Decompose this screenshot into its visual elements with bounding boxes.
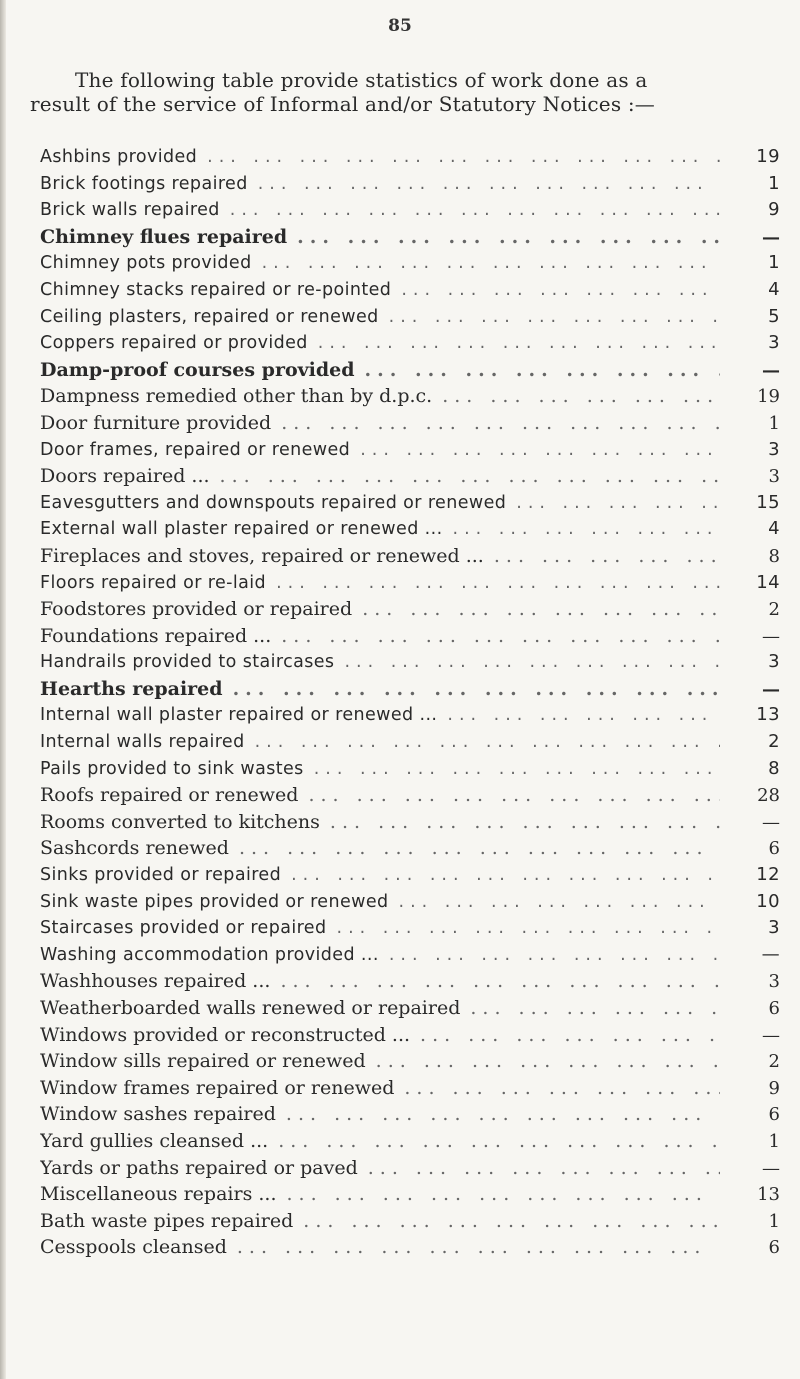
item-label: Door frames, repaired or renewed xyxy=(40,439,351,460)
item-label: Chimney flues repaired xyxy=(40,225,288,248)
leader-dots xyxy=(484,545,720,567)
item-value: 4 xyxy=(768,518,780,540)
item-value: 19 xyxy=(757,386,780,408)
item-value: 3 xyxy=(768,971,780,993)
item-value: 10 xyxy=(756,890,780,912)
item-value: — xyxy=(762,678,780,700)
leader-dots xyxy=(304,759,720,779)
item-label: Coppers repaired or provided xyxy=(40,333,308,354)
item-value: 1 xyxy=(768,172,780,194)
leader-dots xyxy=(355,359,720,381)
item-value: 28 xyxy=(757,785,780,807)
item-label: Door furniture provided xyxy=(40,411,272,434)
item-value: 2 xyxy=(768,731,780,753)
item-value: 6 xyxy=(768,1237,780,1259)
list-item xyxy=(40,758,780,785)
list-item xyxy=(40,891,780,918)
leader-dots xyxy=(394,1077,720,1099)
item-value: 1 xyxy=(768,412,780,434)
item-label: Sinks provided or repaired xyxy=(40,865,282,886)
leader-dots xyxy=(268,1130,720,1152)
item-value: 3 xyxy=(768,651,780,673)
item-label: Sashcords renewed xyxy=(40,837,229,860)
item-label: Chimney pots provided xyxy=(40,253,252,274)
leader-dots xyxy=(437,705,720,725)
leader-dots xyxy=(320,811,720,833)
item-value: 13 xyxy=(757,1184,780,1206)
item-value: 2 xyxy=(768,599,780,621)
item-label: Foundations repaired ... xyxy=(40,624,272,647)
list-item xyxy=(40,1103,780,1130)
list-item xyxy=(40,1157,780,1184)
item-value: 1 xyxy=(768,1210,780,1232)
item-value: 15 xyxy=(756,491,780,513)
leader-dots xyxy=(352,598,720,620)
item-label: Pails provided to sink wastes xyxy=(40,758,304,779)
leader-dots xyxy=(266,573,720,593)
leader-dots xyxy=(223,678,720,700)
list-item xyxy=(40,1210,780,1237)
leader-dots xyxy=(327,918,721,938)
leader-dots xyxy=(432,385,720,407)
item-label: Yard gullies cleansed ... xyxy=(40,1129,269,1152)
item-label: Weatherboarded walls renewed or repaired xyxy=(40,997,461,1019)
item-value: 8 xyxy=(768,545,780,567)
list-item xyxy=(40,332,780,359)
item-value: 6 xyxy=(768,838,780,860)
item-label: Internal wall plaster repaired or renewed ... xyxy=(40,705,438,726)
list-item xyxy=(40,465,780,492)
item-value: — xyxy=(762,625,780,647)
item-value: 6 xyxy=(768,998,780,1019)
list-item xyxy=(40,625,780,652)
item-label: Ashbins provided xyxy=(40,147,198,167)
list-item xyxy=(40,1077,780,1104)
leader-dots xyxy=(287,226,720,248)
leader-dots xyxy=(227,1236,720,1258)
leader-dots xyxy=(220,200,720,220)
list-item xyxy=(40,199,780,226)
item-label: Yards or paths repaired or paved xyxy=(40,1156,358,1179)
item-value: — xyxy=(762,359,780,381)
item-value: — xyxy=(761,943,780,965)
page-edge-shadow xyxy=(0,0,6,1379)
item-value: 3 xyxy=(768,917,780,939)
item-value: 14 xyxy=(756,571,780,593)
list-item xyxy=(40,651,780,678)
list-item xyxy=(40,146,780,173)
list-item xyxy=(40,1236,780,1263)
item-label: Internal walls repaired xyxy=(40,732,245,753)
list-item xyxy=(40,598,780,625)
leader-dots xyxy=(271,625,720,647)
list-item xyxy=(40,492,780,519)
item-label: Cesspools cleansed xyxy=(40,1236,227,1259)
item-label: Miscellaneous repairs ... xyxy=(40,1183,277,1206)
item-label: External wall plaster repaired or renewed ... xyxy=(40,519,443,540)
list-item xyxy=(40,518,780,545)
leader-dots xyxy=(252,253,720,273)
list-item xyxy=(40,917,780,944)
list-item xyxy=(40,545,780,572)
list-item xyxy=(40,572,780,599)
leader-dots xyxy=(379,945,720,965)
leader-dots xyxy=(248,174,720,194)
leader-dots xyxy=(410,1024,720,1046)
leader-dots xyxy=(358,1157,720,1179)
leader-dots xyxy=(293,1210,720,1232)
intro-line-1: The following table provide statistics of work done as a xyxy=(75,68,648,92)
list-item xyxy=(40,359,780,386)
leader-dots xyxy=(443,519,720,539)
item-label: Foodstores provided or repaired xyxy=(40,598,353,621)
item-label: Doors repaired ... xyxy=(40,465,210,488)
item-value: 3 xyxy=(768,438,780,460)
item-value: — xyxy=(762,1157,780,1179)
list-item xyxy=(40,970,780,997)
leader-dots xyxy=(270,970,720,992)
item-label: Floors repaired or re-laid xyxy=(40,572,267,593)
item-value: 1 xyxy=(768,252,780,274)
item-value: — xyxy=(762,226,780,248)
leader-dots xyxy=(197,147,720,167)
leader-dots xyxy=(245,732,720,752)
item-value: 8 xyxy=(768,757,780,779)
leader-dots xyxy=(391,280,720,300)
list-item xyxy=(40,731,780,758)
list-item xyxy=(40,678,780,705)
leader-dots xyxy=(276,1183,720,1205)
item-value: 19 xyxy=(756,146,780,167)
list-item xyxy=(40,1050,780,1077)
item-label: Bath waste pipes repaired xyxy=(40,1209,294,1232)
page-number: 85 xyxy=(388,16,412,36)
leader-dots xyxy=(334,652,720,672)
intro-line-2: result of the service of Informal and/or Statutory Notices :— xyxy=(30,92,655,116)
item-label: Ceiling plasters, repaired or renewed xyxy=(40,306,379,327)
item-value: 6 xyxy=(768,1104,780,1126)
item-value: — xyxy=(762,811,780,833)
item-label: Brick footings repaired xyxy=(40,173,248,194)
item-label: Staircases provided or repaired xyxy=(40,918,327,939)
list-item xyxy=(40,997,780,1024)
list-item xyxy=(40,704,780,731)
item-label: Rooms converted to kitchens xyxy=(40,810,320,833)
list-item xyxy=(40,306,780,333)
item-value: 1 xyxy=(768,1130,780,1152)
list-item xyxy=(40,1024,780,1051)
work-done-list xyxy=(40,146,780,1263)
item-label: Window sashes repaired xyxy=(40,1103,276,1126)
item-value: 4 xyxy=(768,278,780,300)
item-label: Handrails provided to staircases xyxy=(40,652,335,673)
item-value: 12 xyxy=(756,864,780,886)
item-label: Dampness remedied other than by d.p.c. xyxy=(40,385,433,408)
item-label: Windows provided or reconstructed ... xyxy=(40,1023,411,1046)
leader-dots xyxy=(308,333,720,353)
list-item xyxy=(40,837,780,864)
item-label: Fireplaces and stoves, repaired or renewed ... xyxy=(40,544,484,567)
intro-paragraph xyxy=(30,68,760,116)
item-label: Washhouses repaired ... xyxy=(40,970,271,993)
list-item xyxy=(40,226,780,253)
item-label: Chimney stacks repaired or re-pointed xyxy=(40,279,392,300)
list-item xyxy=(40,944,780,971)
item-label: Washing accommodation provided ... xyxy=(40,944,379,965)
item-label: Window sills repaired or renewed xyxy=(40,1050,366,1073)
leader-dots xyxy=(379,307,720,327)
list-item xyxy=(40,439,780,466)
item-value: 3 xyxy=(768,466,780,488)
item-label: Hearths repaired xyxy=(40,677,223,700)
item-value: 9 xyxy=(768,1077,780,1099)
leader-dots xyxy=(229,837,720,859)
item-label: Sink waste pipes provided or renewed xyxy=(40,891,389,912)
list-item xyxy=(40,412,780,439)
list-item xyxy=(40,784,780,811)
list-item xyxy=(40,811,780,838)
list-item xyxy=(40,252,780,279)
leader-dots xyxy=(276,1103,720,1125)
list-item xyxy=(40,1130,780,1157)
item-value: 2 xyxy=(768,1051,780,1073)
list-item xyxy=(40,864,780,891)
leader-dots xyxy=(460,997,720,1019)
leader-dots xyxy=(271,412,720,434)
leader-dots xyxy=(210,465,720,487)
item-value: — xyxy=(762,1024,780,1046)
item-value: 13 xyxy=(756,704,780,726)
list-item xyxy=(40,385,780,412)
item-label: Window frames repaired or renewed xyxy=(40,1076,395,1099)
list-item xyxy=(40,173,780,200)
leader-dots xyxy=(281,865,720,885)
item-label: Damp-proof courses provided xyxy=(40,358,355,381)
item-label: Brick walls repaired xyxy=(40,200,220,221)
item-value: 9 xyxy=(768,199,780,221)
list-item xyxy=(40,1183,780,1210)
leader-dots xyxy=(298,784,720,806)
item-value: 3 xyxy=(768,332,780,354)
leader-dots xyxy=(350,440,720,460)
leader-dots xyxy=(389,892,720,912)
leader-dots xyxy=(366,1050,720,1072)
item-label: Roofs repaired or renewed xyxy=(40,784,299,807)
item-value: 5 xyxy=(768,305,780,327)
list-item xyxy=(40,279,780,306)
item-label: Eavesgutters and downspouts repaired or renewed xyxy=(40,492,507,513)
leader-dots xyxy=(506,493,720,513)
